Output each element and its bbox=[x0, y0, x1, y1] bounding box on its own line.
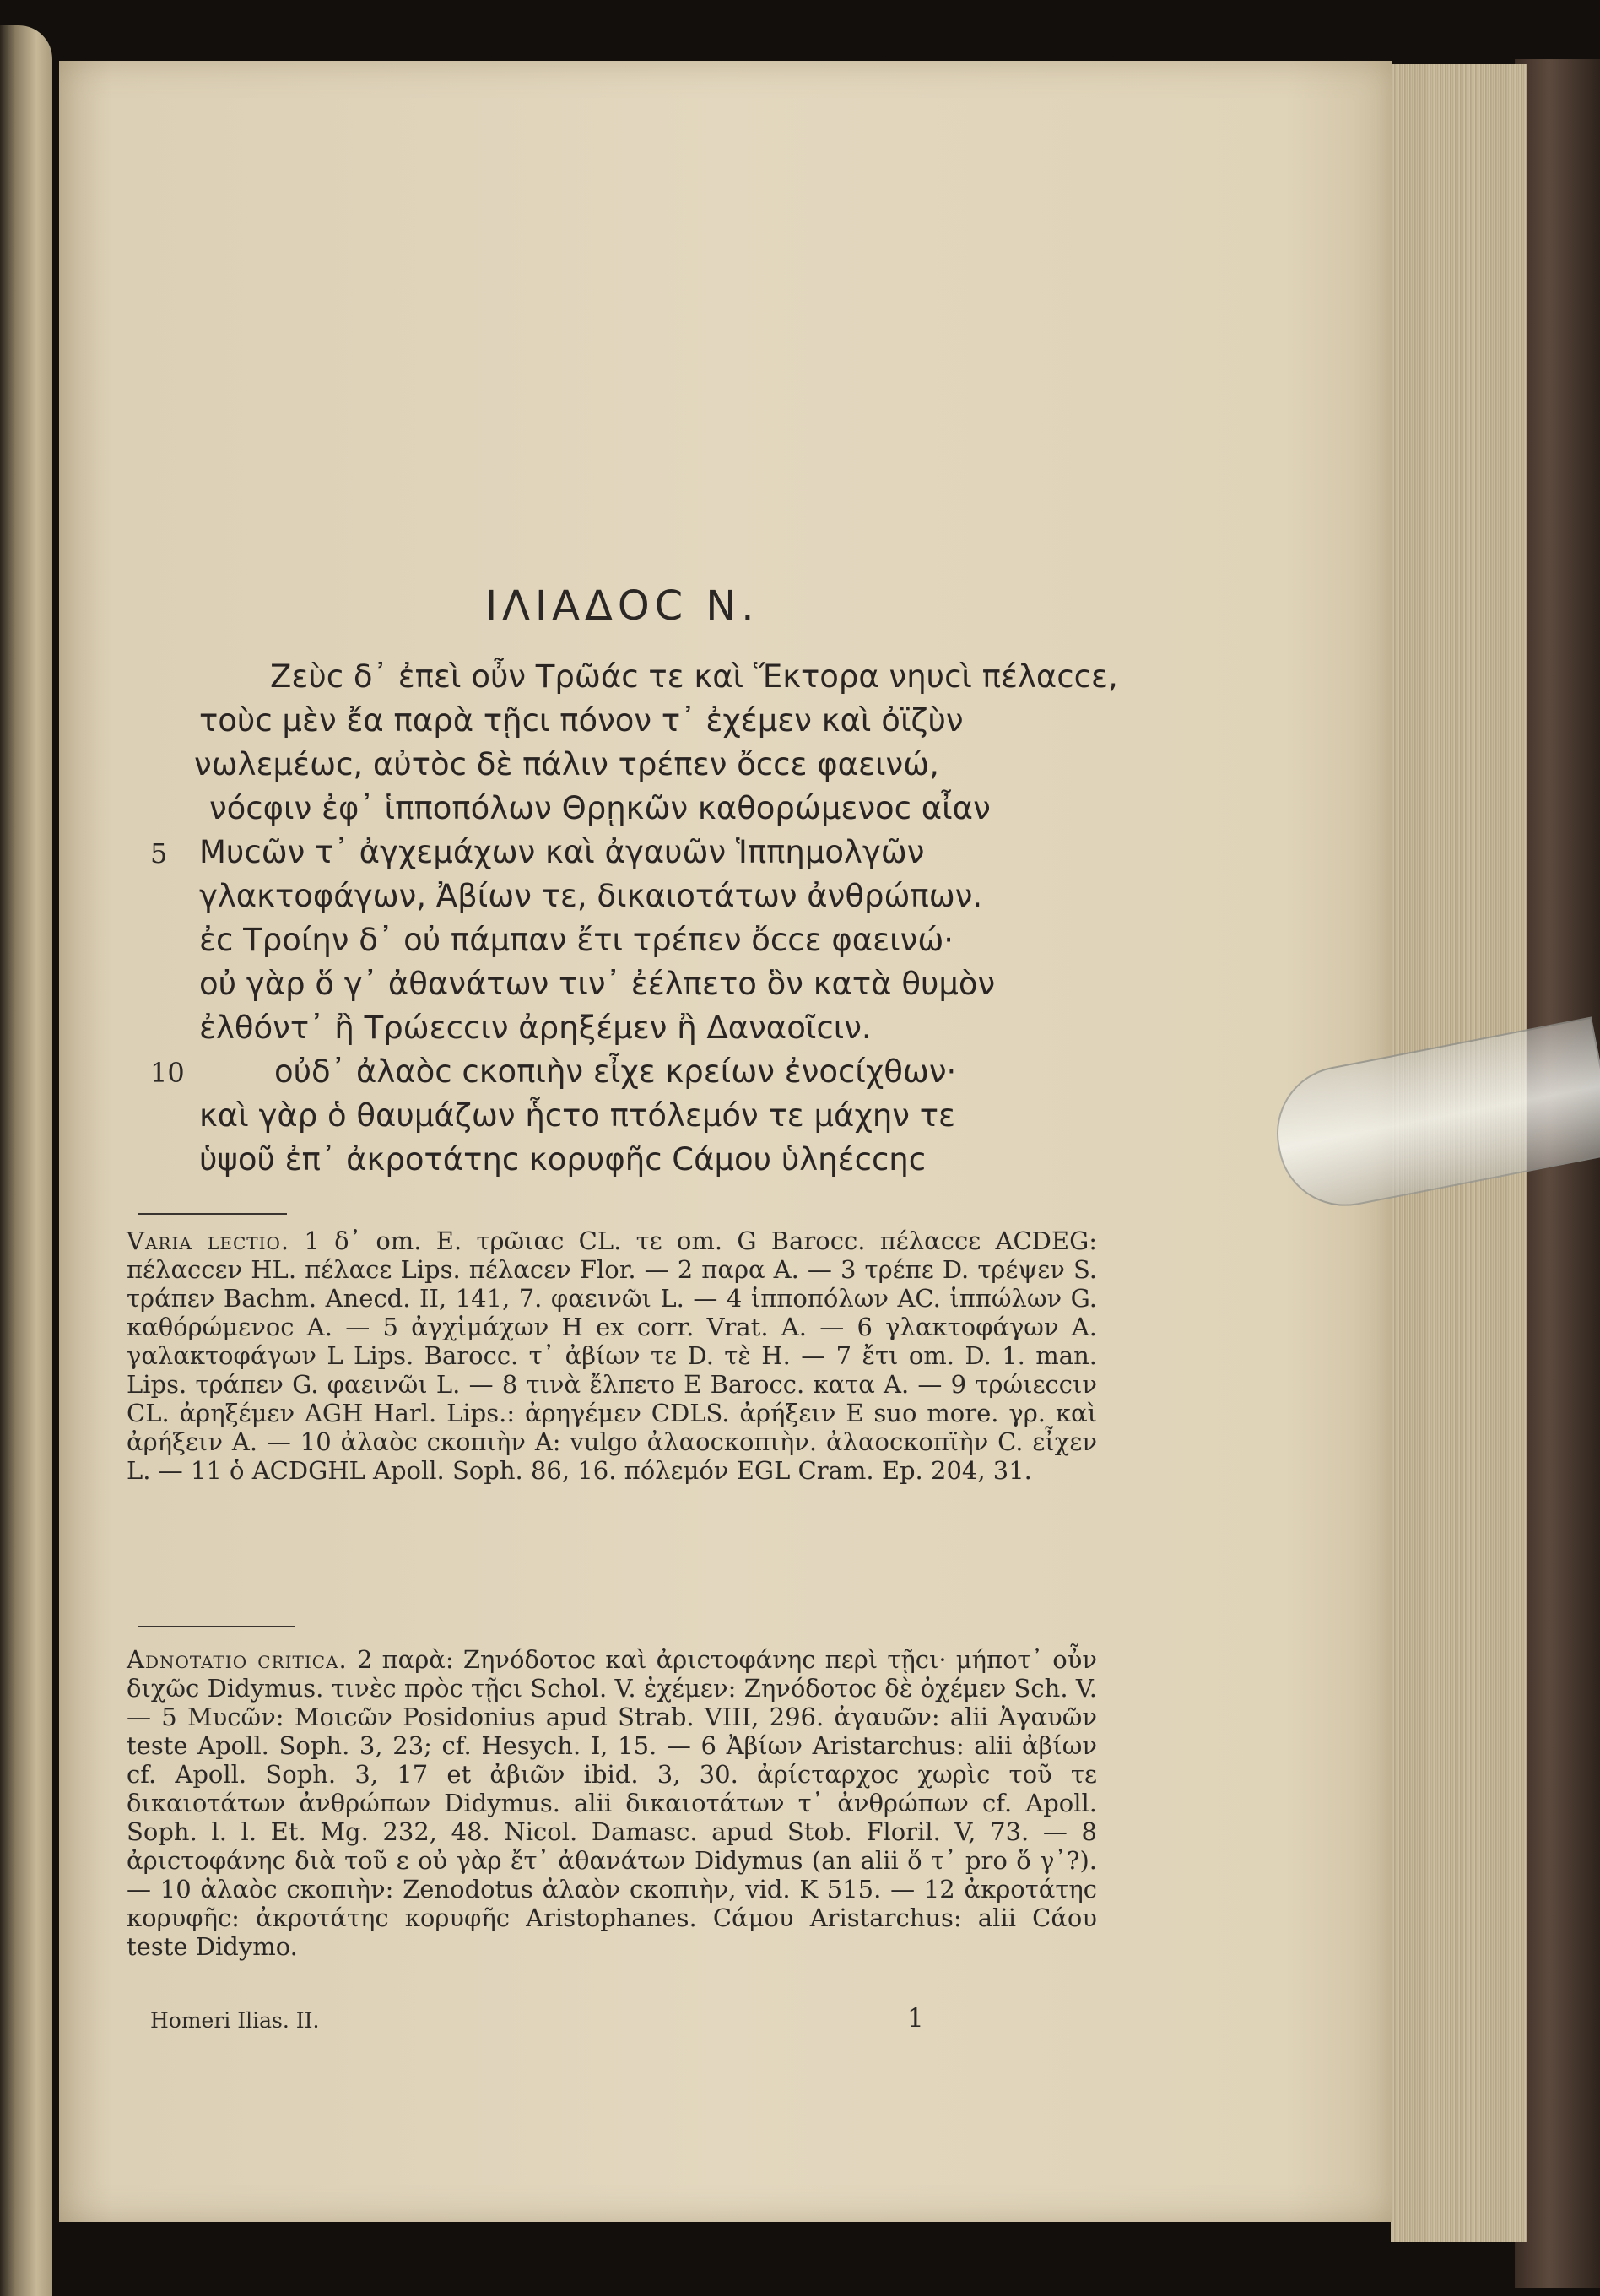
verse-line: νωλεμέωϲ, αὐτὸϲ δὲ πάλιν τρέπεν ὄϲϲε φαεινώ, bbox=[194, 746, 939, 782]
book-cover-edge bbox=[1515, 59, 1600, 2288]
footer-signature-number: 1 bbox=[907, 2003, 924, 2033]
verse-line: νόϲφιν ἐφ᾽ ἱπποπόλων Θρῃκῶν καθορώμενοϲ αἶαν bbox=[209, 790, 991, 826]
divider-lower bbox=[138, 1626, 295, 1627]
verse-line-number: 10 bbox=[150, 1057, 185, 1089]
verse-line: οὐδ᾽ ἀλαὸϲ ϲκοπιὴν εἶχε κρείων ἐνοϲίχθων· bbox=[274, 1053, 957, 1090]
verse-line-number: 5 bbox=[150, 837, 168, 869]
verse-line: Μυϲῶν τ᾽ ἀγχεμάχων καὶ ἀγαυῶν Ἱππημολγῶν bbox=[199, 834, 925, 870]
verse-line: τοὺϲ μὲν ἔα παρὰ τῇϲι πόνον τ᾽ ἐχέμεν καὶ ὀϊζὺν bbox=[199, 702, 964, 739]
verse-line: ἐλθόντ᾽ ἢ Τρώεϲϲιν ἀρηξέμεν ἢ Δαναοῖϲιν. bbox=[199, 1010, 872, 1046]
varia-lectio-text: 1 δ᾽ om. E. τρῶιαϲ CL. τε om. G Barocc. πέλαϲϲε ACDEG: πέλαϲϲεν HL. πέλαϲε Lips. πέλαϲεν Flor. — 2 παρα A. — 3 τρέπε D. τρέψεν S. τράπεν Bachm. Anecd. II, 141, 7. φαεινῶι L. — 4 ἱπποπόλων AC. ἱππώλων G. καθόρώμενοϲ A. — 5 ἀγχἱμάχων H ex corr. Vrat. A. — 6 γλακτοφάγων A. γαλακτοφάγων L Lips. Barocc. τ᾽ ἀβίων τε D. τὲ H. — 7 ἔτι om. D. 1. man. Lips. τράπεν G. φαεινῶι L. — 8 τινὰ ἔλπετο E Barocc. κατα A. — 9 τρώιεϲϲιν CL. ἀρηξέμεν AGH Harl. Lips.: ἀρηγέμεν CDLS. ἀρήξειν E suo more. γρ. καὶ ἀρήξειν A. — 10 ἀλαὸϲ ϲκοπιὴν A: vulgo ἀλαοϲκοπιὴν. ἀλαοϲκοπϊὴν C. εἶχεν L. — 11 ὁ ACDGHL Apoll. Soph. 86, 16. πόλεμόν EGL Cram. Ep. 204, 31. bbox=[127, 1227, 1098, 1485]
verse-line: Ζεὺϲ δ᾽ ἐπεὶ οὖν Τρῶάϲ τε καὶ Ἕκτορα νηυϲὶ πέλαϲϲε, bbox=[270, 658, 1118, 695]
footer-book-title: Homeri Ilias. II. bbox=[150, 2008, 320, 2033]
adnotatio-critica-text: 2 παρὰ: Ζηνόδοτοϲ καὶ ἀριϲτοφάνηϲ περὶ τῇϲι· μήποτ᾽ οὖν διχῶϲ Didymus. τινὲϲ πρὸϲ τῇϲι Schol. V. ἐχέμεν: Ζηνόδοτοϲ δὲ ὀχέμεν Sch. V. — 5 Μυϲῶν: Μοιϲῶν Posidonius apud Strab. VIII, 296. ἀγαυῶν: alii Ἀγαυῶν teste Apoll. Soph. 3, 23; cf. Hesych. I, 15. — 6 Ἀβίων Aristarchus: alii ἀβίων cf. Apoll. Soph. 3, 17 et ἀβιῶν ibid. 3, 30. ἀρίϲταρχοϲ χωρὶϲ τοῦ τε δικαιοτάτων ἀνθρώπων Didymus. alii δικαιοτάτων τ᾽ ἀνθρώπων cf. Apoll. Soph. l. l. Et. Mg. 232, 48. Nicol. Damasc. apud Stob. Floril. V, 73. — 8 ἀριϲτοφάνηϲ διὰ τοῦ ε οὐ γὰρ ἔτ᾽ ἀθανάτων Didymus (an alii ὅ τ᾽ pro ὅ γ᾽?). — 10 ἀλαὸϲ ϲκοπιὴν: Zenodotus ἀλαὸν ϲκοπιὴν, vid. K 515. — 12 ἀκροτάτηϲ κορυφῆϲ: ἀκροτάτηϲ κορυφῆϲ Aristophanes. Ϲάμου Aristarchus: alii Ϲάου teste Didymo. bbox=[127, 1645, 1097, 1961]
varia-lectio bbox=[127, 1227, 1097, 1485]
verse-line: οὐ γὰρ ὅ γ᾽ ἀθανάτων τιν᾽ ἐέλπετο ὃν κατὰ θυμὸν bbox=[199, 966, 996, 1002]
adnotatio-critica-label: Adnotatio critica. bbox=[127, 1645, 348, 1674]
divider-upper bbox=[138, 1213, 287, 1215]
verse-line: γλακτοφάγων, Ἀβίων τε, δικαιοτάτων ἀνθρώπων. bbox=[199, 878, 983, 914]
verse-line: καὶ γὰρ ὁ θαυμάζων ἧϲτο πτόλεμόν τε μάχην τε bbox=[199, 1097, 955, 1134]
varia-lectio-label: Varia lectio. bbox=[127, 1227, 290, 1255]
verse-line: ὑψοῦ ἐπ᾽ ἀκροτάτηϲ κορυφῆϲ Ϲάμου ὑληέϲϲηϲ bbox=[199, 1141, 927, 1178]
book-title: ΙΛΙΑΔΟϹ Ν. bbox=[485, 582, 759, 630]
adnotatio-critica bbox=[127, 1645, 1097, 1961]
verse-line: ἐϲ Τροίην δ᾽ οὐ πάμπαν ἔτι τρέπεν ὄϲϲε φαεινώ· bbox=[199, 922, 954, 958]
facing-page-edge bbox=[0, 25, 52, 2296]
